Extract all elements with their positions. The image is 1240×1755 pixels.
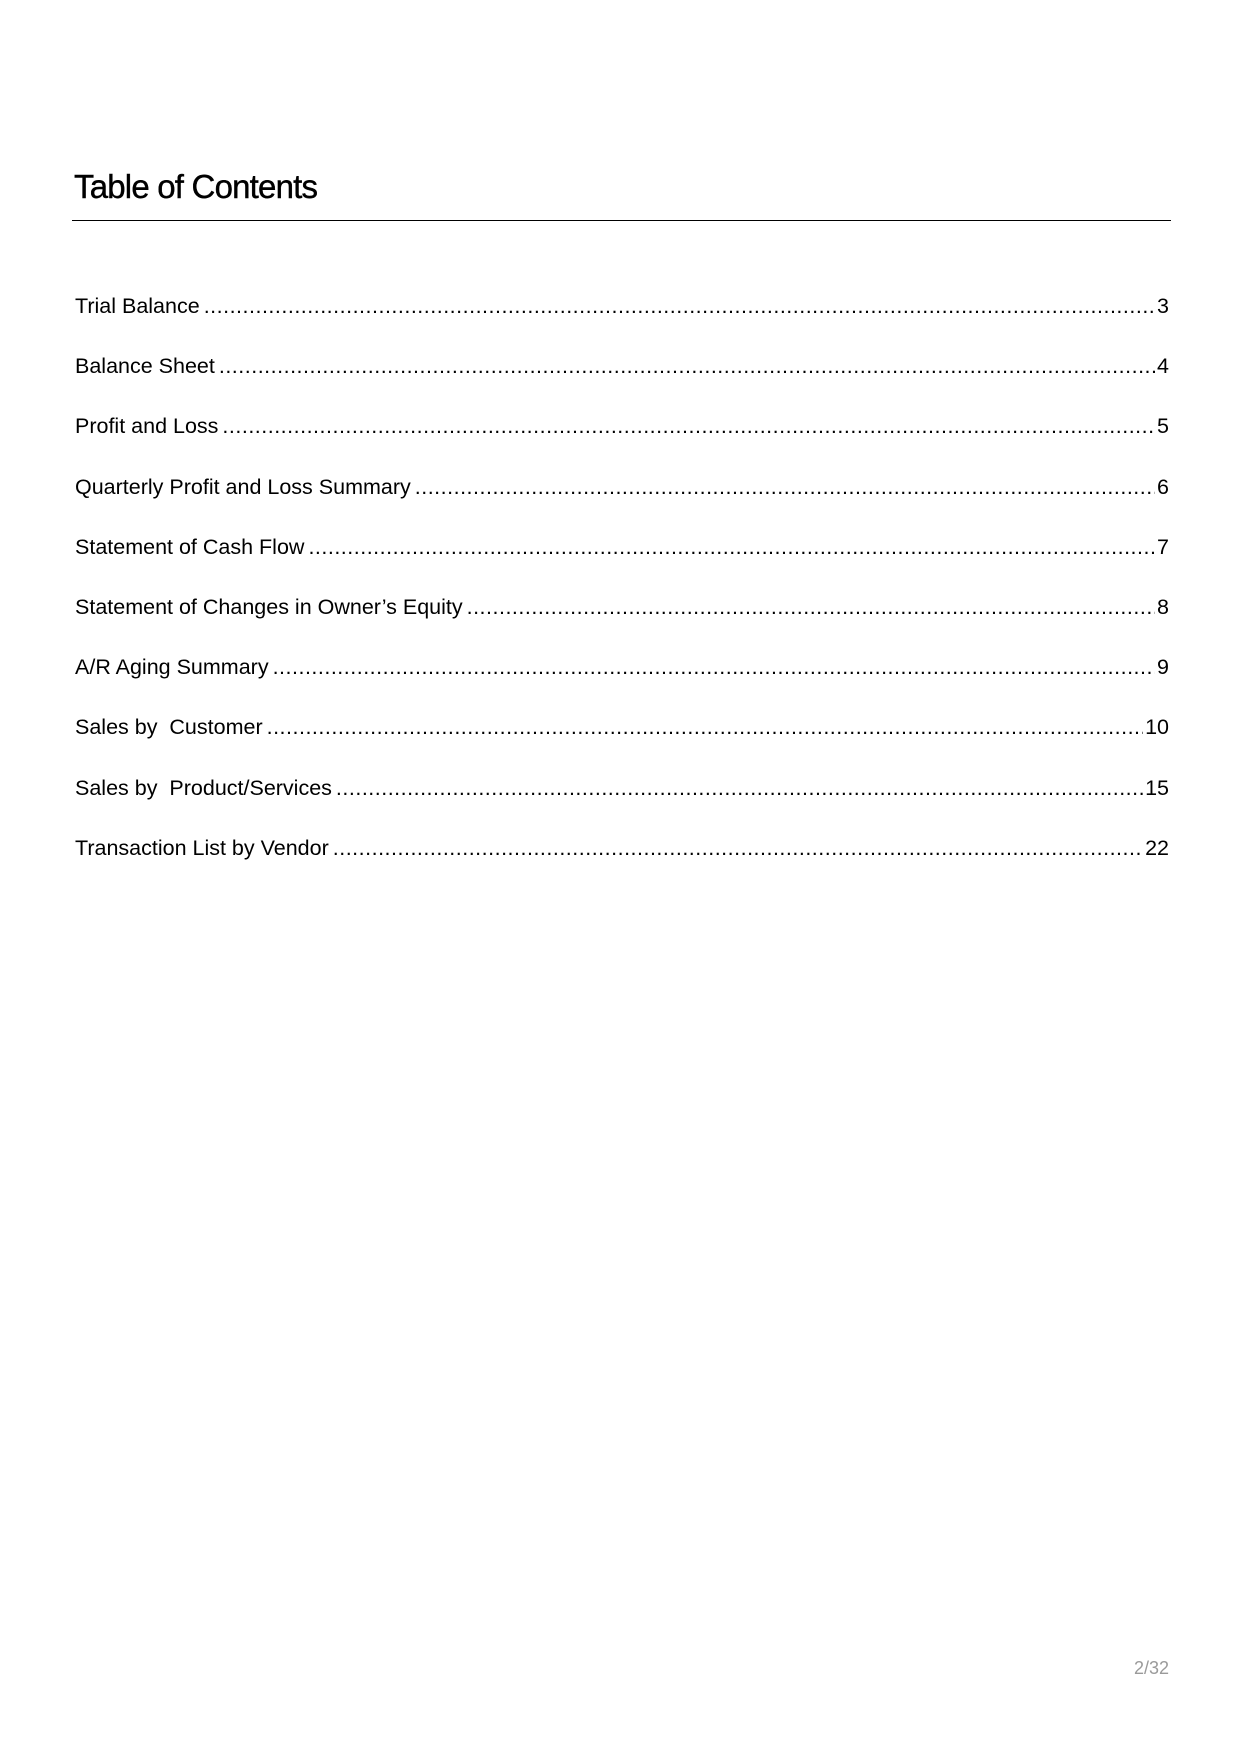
toc-entry-trial-balance[interactable] [75,294,1169,354]
toc-entry-quarterly-profit-and-loss-summary[interactable] [75,475,1169,535]
toc-entry-label: Transaction List by Vendor [75,835,329,860]
dot-leader [222,414,1155,438]
toc-entry-transaction-list-by-vendor[interactable] [75,836,1169,896]
toc-entry-label: Statement of Changes in Owner’s Equity [75,594,463,619]
toc-entry-label: Balance Sheet [75,354,215,379]
toc-entry-statement-of-changes-in-owners-equity[interactable] [75,595,1169,655]
toc-entry-label: Trial Balance [75,294,200,318]
toc-entry-label: A/R Aging Summary [75,655,269,680]
toc-entry-sales-by-product-services[interactable] [75,776,1169,836]
toc-entry-profit-and-loss[interactable] [75,414,1169,474]
toc-entry-page: 15 [1145,775,1169,800]
toc-entry-page: 10 [1145,715,1169,740]
toc-list [75,294,1169,896]
dot-leader [415,475,1155,499]
toc-entry-balance-sheet[interactable] [75,354,1169,414]
toc-entry-page: 22 [1145,835,1169,860]
dot-leader [267,715,1143,739]
toc-entry-label: Profit and Loss [75,414,219,439]
page-number: 2/32 [1133,1658,1169,1678]
toc-entry-page: 3 [1157,294,1169,318]
toc-entry-label: Quarterly Profit and Loss Summary [75,474,411,499]
dot-leader [333,836,1143,860]
toc-entry-page: 6 [1157,474,1169,499]
dot-leader [336,776,1143,800]
toc-entry-page: 7 [1157,534,1169,559]
toc-entry-page: 5 [1157,414,1169,439]
dot-leader [204,294,1155,318]
dot-leader [467,595,1155,619]
toc-entry-label: Sales by Product/Services [75,775,332,800]
toc-entry-sales-by-customer[interactable] [75,715,1169,775]
dot-leader [273,655,1155,679]
page-title: Table of Contents [74,168,318,205]
dot-leader [308,535,1155,559]
dot-leader [219,354,1155,378]
toc-entry-page: 9 [1157,655,1169,680]
toc-entry-statement-of-cash-flow[interactable] [75,535,1169,595]
toc-entry-page: 4 [1157,354,1169,379]
title-divider [72,220,1171,221]
toc-entry-label: Sales by Customer [75,715,263,740]
toc-entry-page: 8 [1157,594,1169,619]
toc-entry-ar-aging-summary[interactable] [75,655,1169,715]
toc-entry-label: Statement of Cash Flow [75,534,305,559]
